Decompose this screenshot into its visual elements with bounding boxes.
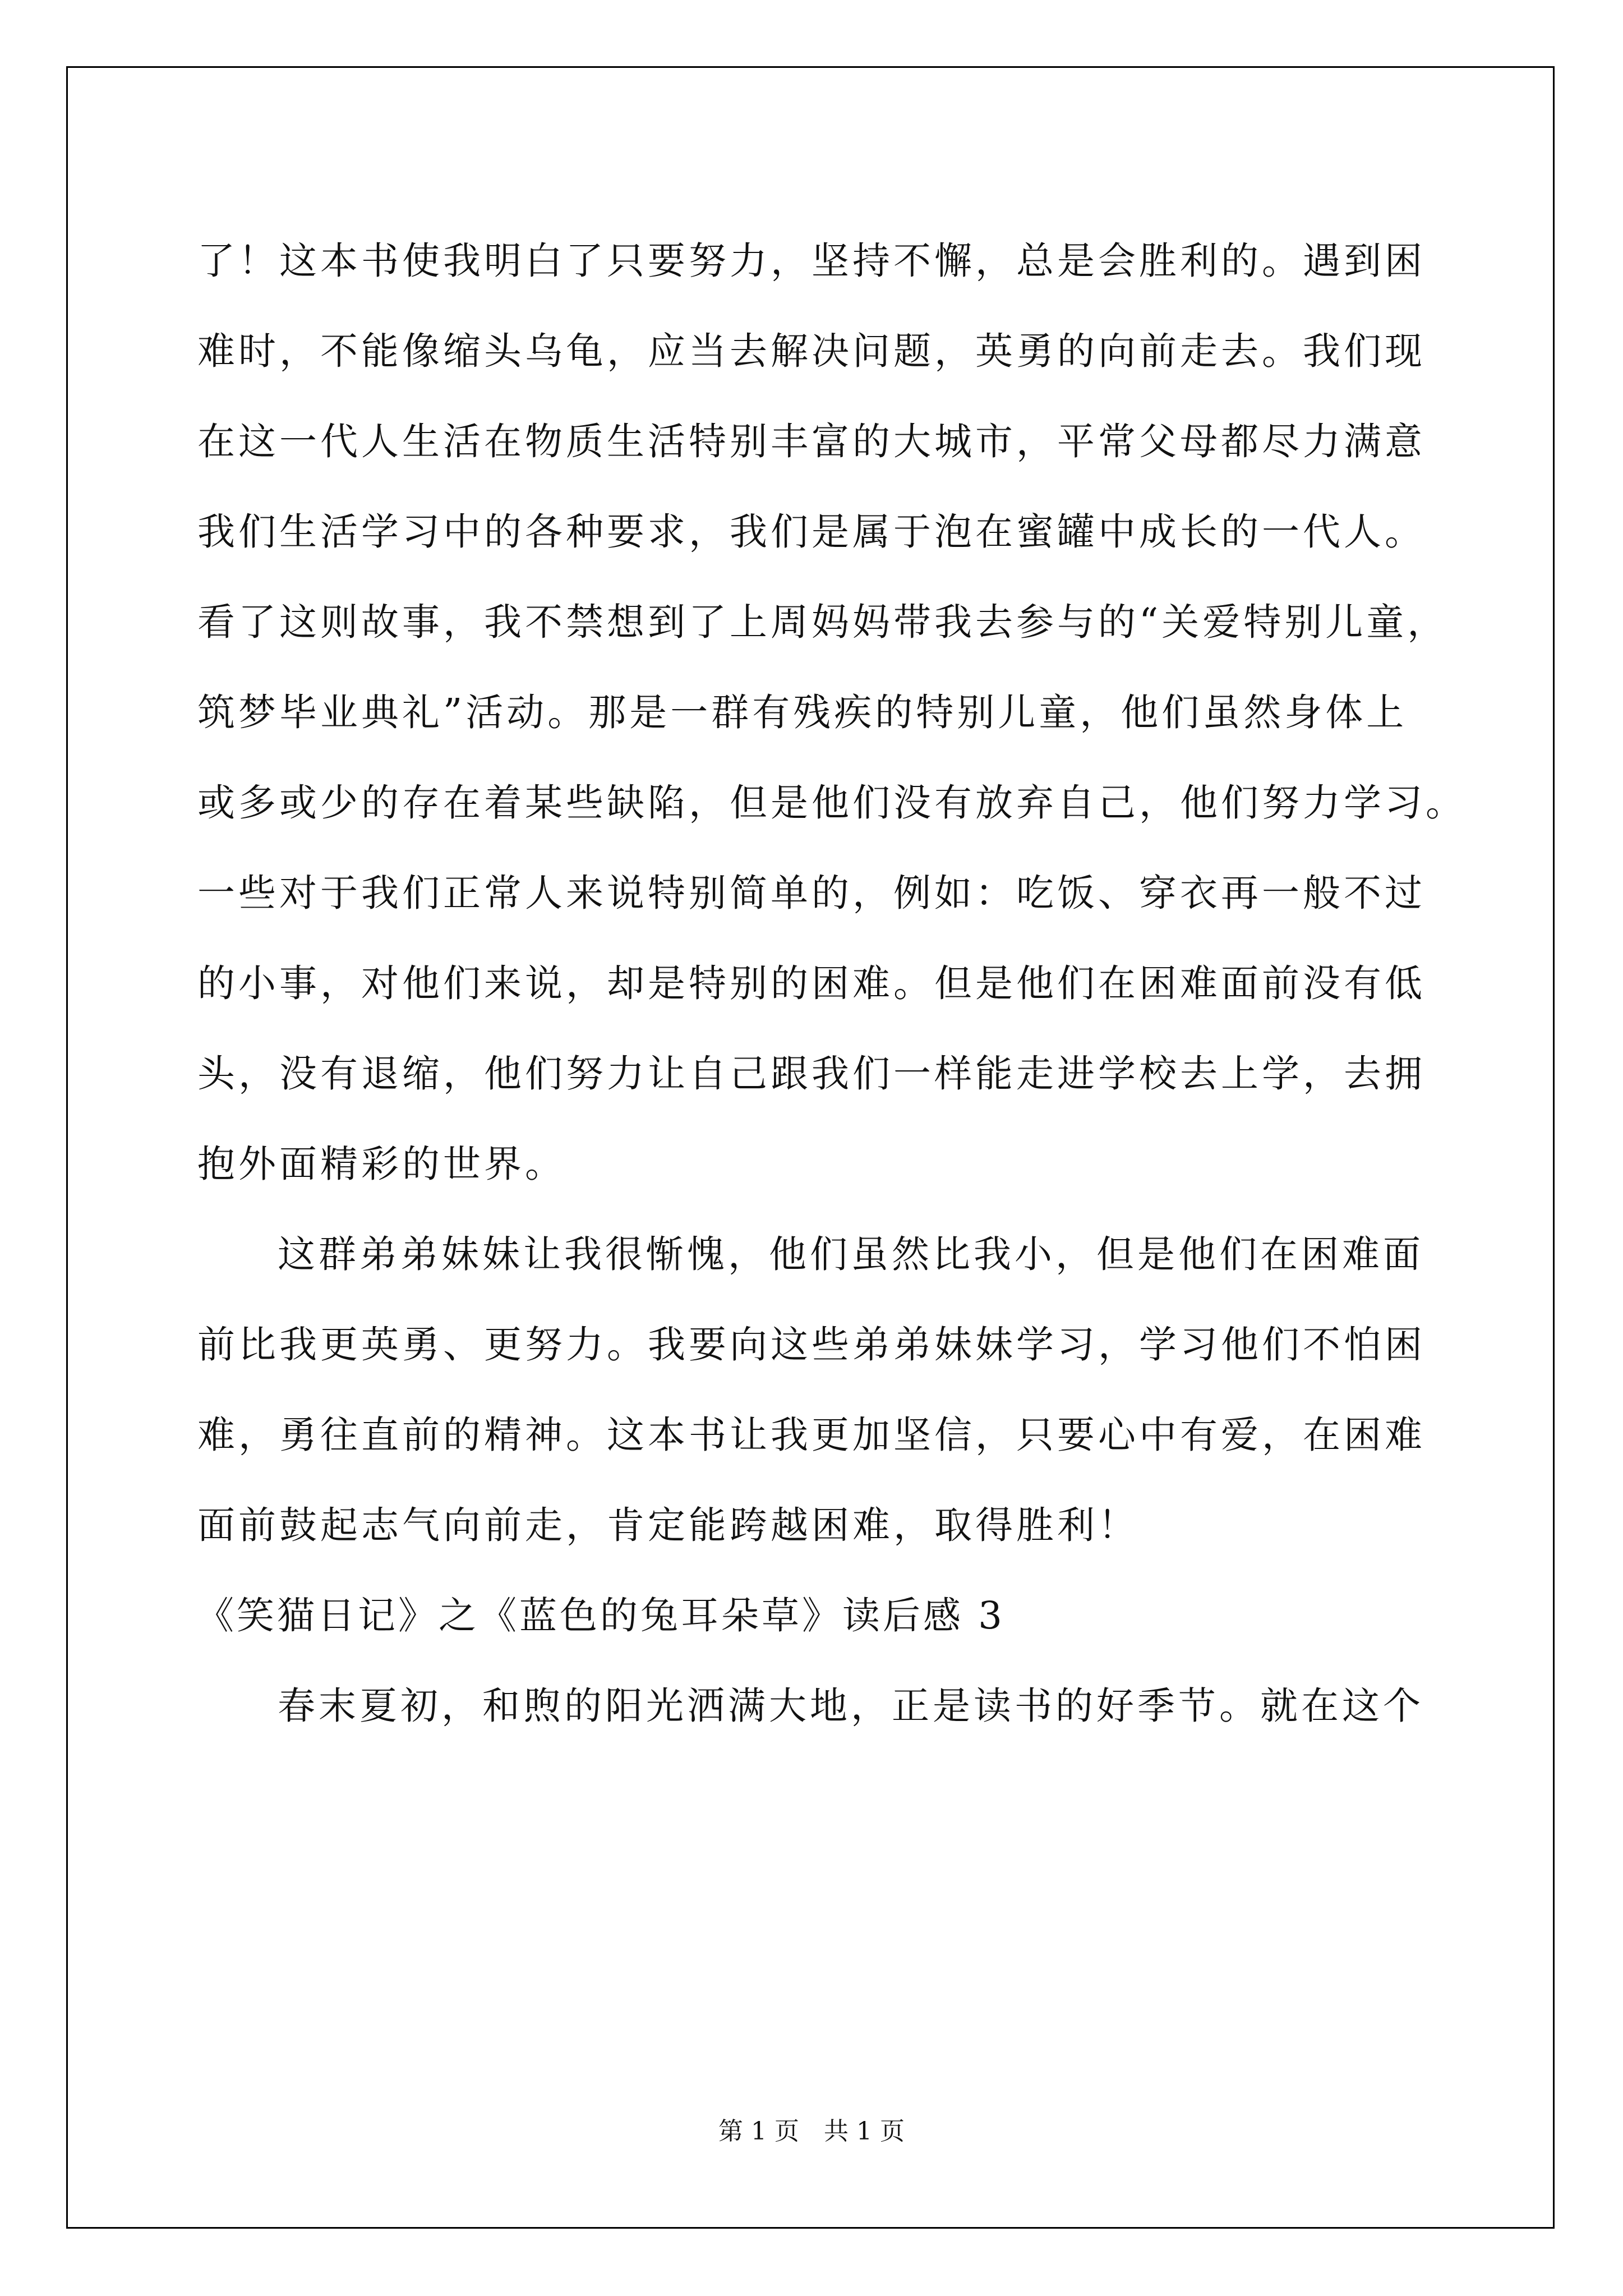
text-line: 前比我更英勇、更努力。我要向这些弟弟妹妹学习，学习他们不怕困: [197, 1323, 1426, 1366]
text-line: 难时，不能像缩头乌龟，应当去解决问题，英勇的向前走去。我们现: [197, 329, 1426, 373]
text-line: 筑梦毕业典礼”活动。那是一群有残疾的特别儿童，他们虽然身体上: [197, 691, 1408, 734]
page-footer: 第 1 页 共 1 页: [718, 2117, 905, 2146]
text-line: 的小事，对他们来说，却是特别的困难。但是他们在困难面前没有低: [197, 961, 1426, 1005]
text-line: 难，勇往直前的精神。这本书让我更加坚信，只要心中有爱，在困难: [197, 1413, 1426, 1457]
text-line: 面前鼓起志气向前走，肯定能跨越困难，取得胜利！: [197, 1503, 1139, 1547]
paragraph-2: [197, 1209, 1459, 1571]
text-line: 一些对于我们正常人来说特别简单的，例如：吃饭、穿衣再一般不过: [197, 871, 1426, 915]
text-line: 了！这本书使我明白了只要努力，坚持不懈，总是会胜利的。遇到困: [197, 239, 1426, 283]
document-body: [196, 216, 1467, 1751]
text-line: 抱外面精彩的世界。: [197, 1142, 566, 1186]
text-line: 我们生活学习中的各种要求，我们是属于泡在蜜罐中成长的一代人。: [197, 510, 1426, 554]
paragraph-3: [197, 1661, 1459, 1751]
text-line: 春末夏初，和煦的阳光洒满大地，正是读书的好季节。就在这个: [278, 1684, 1424, 1728]
text-line: 头，没有退缩，他们努力让自己跟我们一样能走进学校去上学，去拥: [197, 1052, 1426, 1096]
paragraph-1: [197, 216, 1467, 1209]
text-line: 或多或少的存在着某些缺陷，但是他们没有放弃自己，他们努力学习。: [197, 781, 1467, 825]
text-line: 在这一代人生活在物质生活特别丰富的大城市，平常父母都尽力满意: [197, 420, 1426, 463]
section-heading: 《笑猫日记》之《蓝色的兔耳朵草》读后感 3: [196, 1594, 1005, 1637]
text-line: 这群弟弟妹妹让我很惭愧，他们虽然比我小，但是他们在困难面: [278, 1232, 1424, 1276]
text-line: 看了这则故事，我不禁想到了上周妈妈带我去参与的“关爱特别儿童，: [197, 600, 1449, 644]
